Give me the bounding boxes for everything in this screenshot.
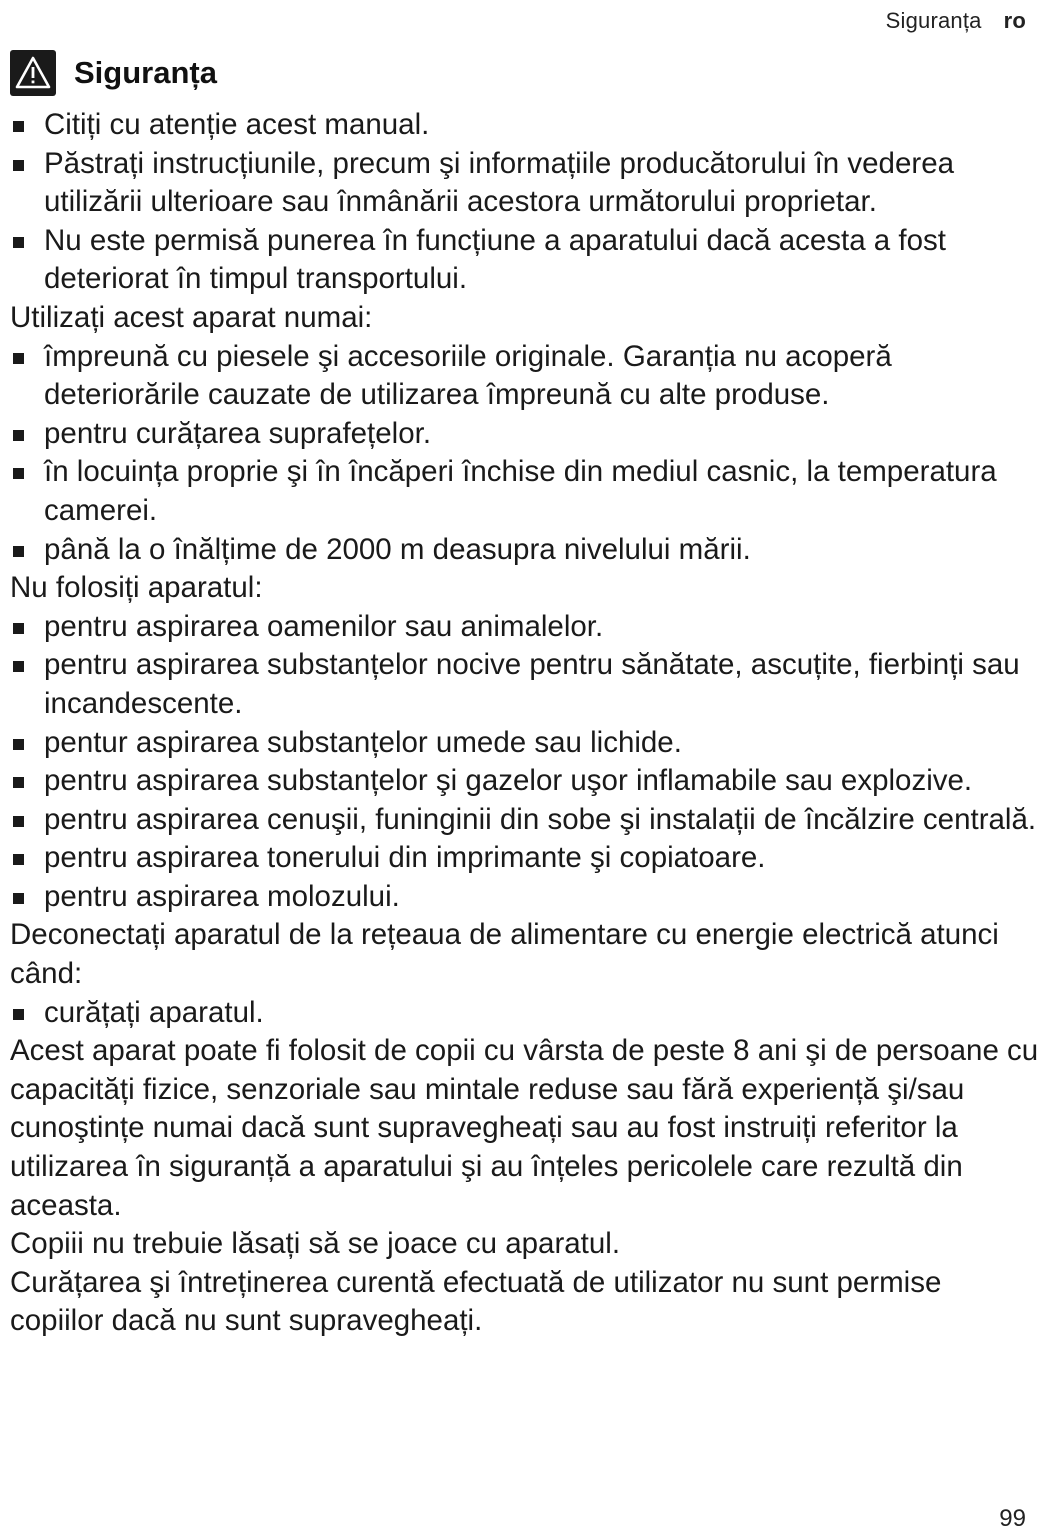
list-item: pentru aspirarea tonerului din imprimante şi copiatoare. [10,839,1042,878]
use-heading: Utilizați acest aparat numai: [10,300,373,334]
header-section: Siguranța [885,8,982,33]
list-item: pentru aspirarea substanțelor nocive pentru sănătate, ascuțite, fierbinți sau incandescente. [10,646,1042,723]
nouse-heading: Nu folosiți aparatul: [10,571,263,605]
use-list [10,338,1042,570]
list-item: Păstrați instrucțiunile, precum şi informațiile producătorului în vederea utilizării ulterioare sau înmânării acestora următorului proprietar. [10,145,1042,222]
running-header [886,8,1026,34]
children-paragraph: Acest aparat poate fi folosit de copii cu vârsta de peste 8 ani şi de persoane cu capacități fizice, senzoriale sau mintale reduse sau fără experiență şi/sau cunoştințe numai dacă sunt supravegheați sau au fost instruiți referitor la utilizarea în siguranță a aparatului şi au înțeles pericolele care rezultă din aceasta. [10,1034,1039,1222]
warning-triangle-icon [10,50,56,96]
disconnect-list [10,994,1042,1033]
list-item: Nu este permisă punerea în funcțiune a aparatului dacă acesta a fost deteriorat în timpul transportului. [10,222,1042,299]
cleaning-paragraph: Curățarea şi întreținerea curentă efectuată de utilizator nu sunt permise copiilor dacă nu sunt supravegheați. [10,1265,942,1338]
intro-list [10,106,1042,299]
list-item: Citiți cu atenție acest manual. [10,106,1042,145]
section-title-row [10,50,217,96]
children-play-paragraph: Copiii nu trebuie lăsați să se joace cu aparatul. [10,1227,621,1261]
list-item: pentru aspirarea substanțelor şi gazelor uşor inflamabile sau explozive. [10,762,1042,801]
list-item: până la o înălțime de 2000 m deasupra nivelului mării. [10,531,1042,570]
list-item: pentru curățarea suprafețelor. [10,415,1042,454]
list-item: pentur aspirarea substanțelor umede sau lichide. [10,724,1042,763]
nouse-list [10,608,1042,917]
page-number: 99 [999,1505,1026,1532]
header-lang: ro [1003,8,1026,33]
list-item: pentru aspirarea cenuşii, funinginii din sobe şi instalații de încălzire centrală. [10,801,1042,840]
page-title: Siguranța [74,55,217,90]
list-item: împreună cu piesele şi accesoriile originale. Garanția nu acoperă deteriorările cauzate de utilizarea împreună cu alte produse. [10,338,1042,415]
list-item: pentru aspirarea oamenilor sau animalelor. [10,608,1042,647]
document-body [10,106,1042,1341]
list-item: în locuința proprie şi în încăperi închise din mediul casnic, la temperatura camerei. [10,453,1042,530]
disconnect-heading: Deconectați aparatul de la rețeaua de alimentare cu energie electrică atunci când: [10,918,999,991]
list-item: curățați aparatul. [10,994,1042,1033]
list-item: pentru aspirarea molozului. [10,878,1042,917]
